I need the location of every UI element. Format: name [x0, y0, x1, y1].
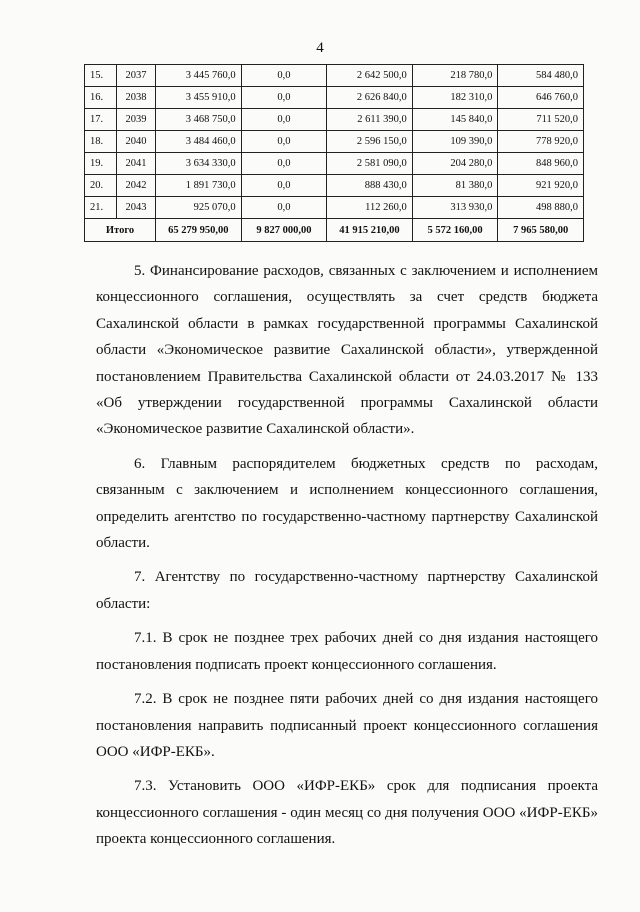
total-cell-d: 5 572 160,00 — [412, 219, 498, 242]
table-cell-n: 15. — [85, 65, 117, 87]
paragraph-5: 5. Финансирование расходов, связанных с заключением и исполнением концессионного соглашения, осуществлять за счет средств бюджета Сахалинской области в рамках государственной программы Сахалинской области «Экономическое развитие Сахалинской области», утвержденной постановлением Правительства Сахалинской области от 24.03.2017 № 133 «Об утверждении государственной программы Сахалинской области «Экономическое развитие Сахалинской области». — [96, 263, 598, 438]
paragraph-7-2: 7.2. В срок не позднее пяти рабочих дней со дня издания настоящего постановления направить подписанный проект концессионного соглашения ООО «ИФР-ЕКБ». — [96, 691, 598, 760]
table-cell-c: 2 642 500,0 — [327, 65, 413, 87]
table-cell-c: 2 611 390,0 — [327, 109, 413, 131]
total-cell-c: 41 915 210,00 — [327, 219, 413, 242]
table-cell-d: 313 930,0 — [412, 197, 498, 219]
table-cell-n: 20. — [85, 175, 117, 197]
budget-table — [84, 64, 584, 242]
table-row — [85, 153, 584, 175]
table-cell-n: 17. — [85, 109, 117, 131]
table-cell-year: 2038 — [117, 87, 156, 109]
table-cell-a: 3 468 750,0 — [156, 109, 242, 131]
table-cell-c: 2 626 840,0 — [327, 87, 413, 109]
table-cell-b: 0,0 — [241, 153, 327, 175]
table-cell-n: 21. — [85, 197, 117, 219]
document-body — [96, 258, 598, 853]
table-cell-d: 218 780,0 — [412, 65, 498, 87]
table-cell-c: 2 596 150,0 — [327, 131, 413, 153]
table-cell-e: 498 880,0 — [498, 197, 584, 219]
table-cell-n: 16. — [85, 87, 117, 109]
table-cell-e: 848 960,0 — [498, 153, 584, 175]
table-row — [85, 197, 584, 219]
table-cell-year: 2040 — [117, 131, 156, 153]
table-cell-e: 711 520,0 — [498, 109, 584, 131]
table-cell-d: 145 840,0 — [412, 109, 498, 131]
table-cell-b: 0,0 — [241, 175, 327, 197]
table-cell-c: 888 430,0 — [327, 175, 413, 197]
table-row — [85, 87, 584, 109]
table-row — [85, 109, 584, 131]
table-cell-year: 2042 — [117, 175, 156, 197]
table-cell-a: 925 070,0 — [156, 197, 242, 219]
page-number: 4 — [316, 40, 324, 56]
table-cell-year: 2043 — [117, 197, 156, 219]
paragraph-7-1: 7.1. В срок не позднее трех рабочих дней со дня издания настоящего постановления подписать проект концессионного соглашения. — [96, 630, 598, 673]
paragraph-7-3: 7.3. Установить ООО «ИФР-ЕКБ» срок для подписания проекта концессионного соглашения - один месяц со дня получения ООО «ИФР-ЕКБ» проекта концессионного соглашения. — [96, 778, 598, 848]
table-cell-e: 584 480,0 — [498, 65, 584, 87]
table-cell-a: 3 445 760,0 — [156, 65, 242, 87]
table-cell-a: 3 634 330,0 — [156, 153, 242, 175]
table-cell-e: 646 760,0 — [498, 87, 584, 109]
table-cell-c: 2 581 090,0 — [327, 153, 413, 175]
table-cell-b: 0,0 — [241, 65, 327, 87]
table-cell-e: 921 920,0 — [498, 175, 584, 197]
table-cell-b: 0,0 — [241, 87, 327, 109]
table-cell-year: 2037 — [117, 65, 156, 87]
total-label: Итого — [85, 219, 156, 242]
table-cell-n: 19. — [85, 153, 117, 175]
table-cell-a: 3 484 460,0 — [156, 131, 242, 153]
table-row — [85, 65, 584, 87]
table-cell-b: 0,0 — [241, 197, 327, 219]
table-cell-d: 204 280,0 — [412, 153, 498, 175]
table-cell-year: 2041 — [117, 153, 156, 175]
table-cell-e: 778 920,0 — [498, 131, 584, 153]
paragraph-6: 6. Главным распорядителем бюджетных средств по расходам, связанным с заключением и исполнением концессионного соглашения, определить агентство по государственно-частному партнерству Сахалинской области. — [96, 455, 598, 552]
table-row — [85, 175, 584, 197]
total-cell-e: 7 965 580,00 — [498, 219, 584, 242]
paragraph-7: 7. Агентству по государственно-частному партнерству Сахалинской области: — [96, 569, 598, 612]
table-cell-b: 0,0 — [241, 131, 327, 153]
table-total-row — [85, 219, 584, 242]
table-cell-b: 0,0 — [241, 109, 327, 131]
table-cell-n: 18. — [85, 131, 117, 153]
table-cell-a: 1 891 730,0 — [156, 175, 242, 197]
table-cell-d: 81 380,0 — [412, 175, 498, 197]
total-cell-a: 65 279 950,00 — [156, 219, 242, 242]
table-cell-d: 182 310,0 — [412, 87, 498, 109]
table-cell-c: 112 260,0 — [327, 197, 413, 219]
table-cell-year: 2039 — [117, 109, 156, 131]
table-cell-d: 109 390,0 — [412, 131, 498, 153]
total-cell-b: 9 827 000,00 — [241, 219, 327, 242]
table-row — [85, 131, 584, 153]
table-cell-a: 3 455 910,0 — [156, 87, 242, 109]
